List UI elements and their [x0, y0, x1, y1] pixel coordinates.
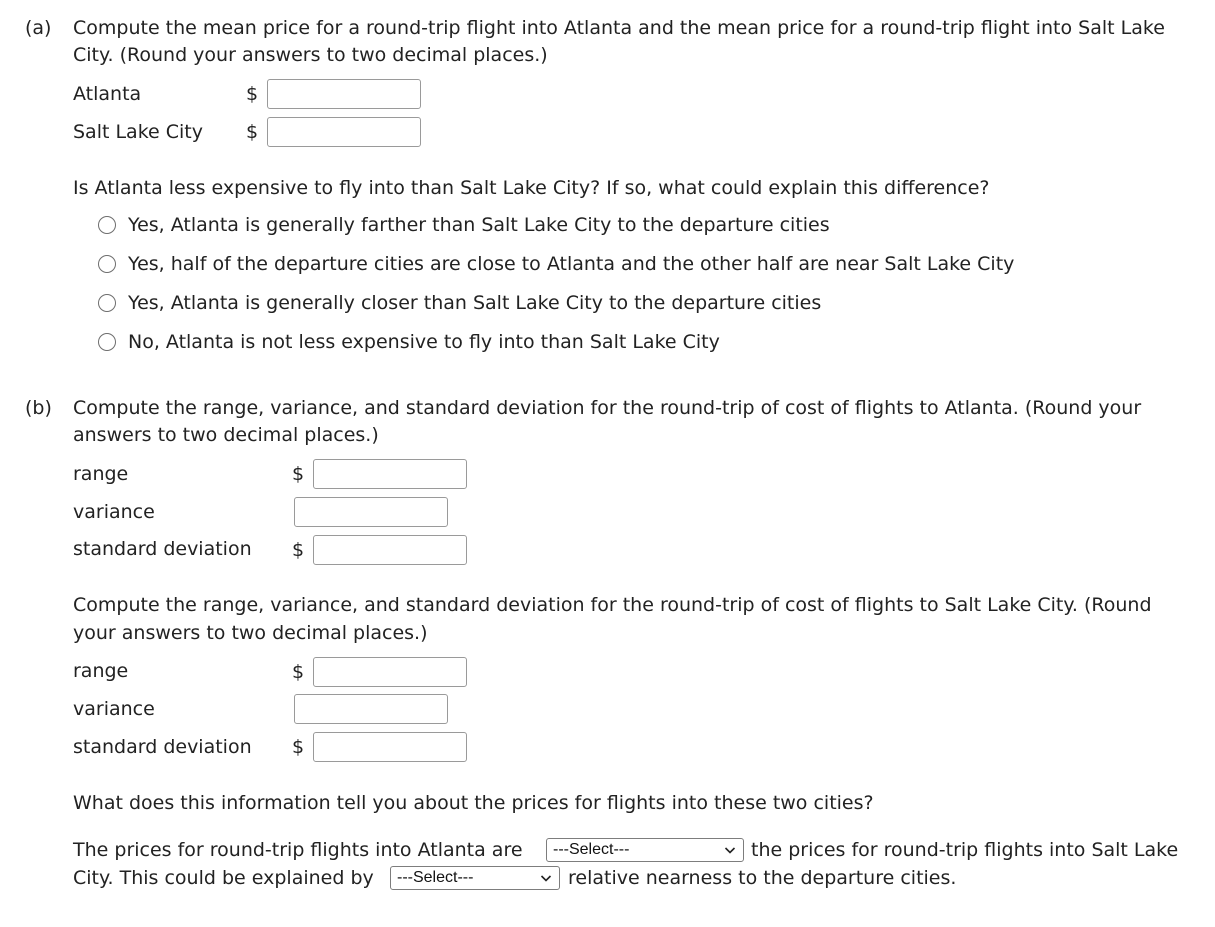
conclusion-text-2: the prices for round-trip flights into Salt Lake [751, 839, 1179, 861]
atlanta-std-dev-dollar-sign: $ [292, 539, 305, 561]
radio-button-2[interactable] [98, 255, 116, 273]
radio-button-3[interactable] [98, 294, 116, 312]
slc-std-dev-dollar-sign: $ [292, 736, 305, 758]
chevron-down-icon [724, 844, 736, 856]
atlanta-variance-input[interactable] [294, 497, 448, 527]
radio-option-2-label[interactable]: Yes, half of the departure cities are close to Atlanta and the other half are near Salt Lake City [128, 253, 1015, 275]
slc-mean-label: Salt Lake City [73, 121, 203, 143]
explanation-select[interactable] [390, 866, 560, 890]
part-a-label: (a) [25, 17, 52, 39]
part-a-prompt-line-2: City. (Round your answers to two decimal places.) [73, 44, 548, 66]
part-b-label: (b) [25, 397, 52, 419]
part-b-atlanta-prompt-line-1: Compute the range, variance, and standard deviation for the round-trip of cost of flights to Atlanta. (Round your [73, 397, 1142, 419]
atlanta-range-input[interactable] [313, 459, 467, 489]
slc-range-input[interactable] [313, 657, 467, 687]
slc-mean-dollar-sign: $ [246, 121, 259, 143]
slc-std-dev-input[interactable] [313, 732, 467, 762]
conclusion-text-1: The prices for round-trip flights into Atlanta are [73, 839, 523, 861]
slc-range-dollar-sign: $ [292, 661, 305, 683]
part-b-slc-prompt-line-1: Compute the range, variance, and standard deviation for the round-trip of cost of flights to Salt Lake City. (Round [73, 594, 1152, 616]
price-comparison-select-value: ---Select--- [553, 841, 630, 858]
conclusion-text-4: relative nearness to the departure cities. [568, 867, 957, 889]
atlanta-range-label: range [73, 463, 129, 485]
radio-option-3-label[interactable]: Yes, Atlanta is generally closer than Salt Lake City to the departure cities [128, 292, 822, 314]
slc-range-label: range [73, 660, 129, 682]
explanation-select-value: ---Select--- [397, 869, 474, 886]
slc-variance-input[interactable] [294, 694, 448, 724]
radio-option-4-label[interactable]: No, Atlanta is not less expensive to fly into than Salt Lake City [128, 331, 720, 353]
radio-button-4[interactable] [98, 333, 116, 351]
slc-variance-label: variance [73, 698, 155, 720]
atlanta-std-dev-label: standard deviation [73, 538, 252, 560]
atlanta-mean-label: Atlanta [73, 83, 142, 105]
conclusion-text-3: City. This could be explained by [73, 867, 374, 889]
atlanta-mean-input[interactable] [267, 79, 421, 109]
chevron-down-icon [540, 872, 552, 884]
radio-option-1-label[interactable]: Yes, Atlanta is generally farther than Salt Lake City to the departure cities [128, 214, 830, 236]
atlanta-std-dev-input[interactable] [313, 535, 467, 565]
atlanta-mean-dollar-sign: $ [246, 83, 259, 105]
part-b-atlanta-prompt-line-2: answers to two decimal places.) [73, 424, 379, 446]
slc-mean-input[interactable] [267, 117, 421, 147]
atlanta-variance-label: variance [73, 501, 155, 523]
part-a-prompt-line-1: Compute the mean price for a round-trip flight into Atlanta and the mean price for a round-trip flight into Salt Lake [73, 17, 1165, 39]
part-b-slc-prompt-line-2: your answers to two decimal places.) [73, 622, 428, 644]
atlanta-range-dollar-sign: $ [292, 463, 305, 485]
part-a-question: Is Atlanta less expensive to fly into than Salt Lake City? If so, what could explain this difference? [73, 177, 990, 199]
radio-button-1[interactable] [98, 216, 116, 234]
price-comparison-select[interactable] [546, 838, 744, 862]
slc-std-dev-label: standard deviation [73, 736, 252, 758]
info-question: What does this information tell you about the prices for flights into these two cities? [73, 792, 874, 814]
